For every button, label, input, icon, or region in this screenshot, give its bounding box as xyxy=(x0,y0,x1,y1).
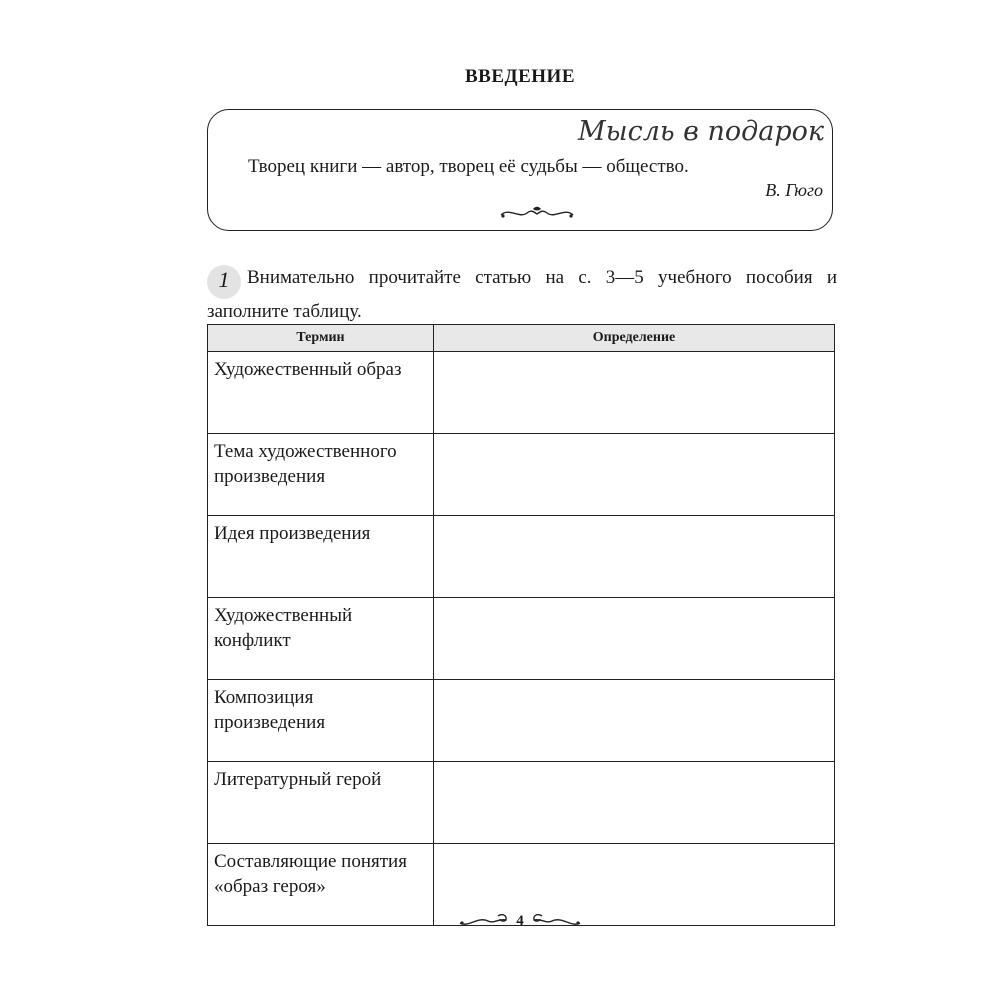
column-header-term: Термин xyxy=(208,325,434,352)
term-cell: Композиция произведения xyxy=(208,680,434,762)
task-number-badge: 1 xyxy=(207,265,241,299)
definition-cell[interactable] xyxy=(434,352,835,434)
terms-table xyxy=(207,324,835,926)
page-title: ВВЕДЕНИЕ xyxy=(465,66,575,87)
table-row xyxy=(208,680,835,762)
table-row xyxy=(208,352,835,434)
ornament-icon xyxy=(497,205,577,221)
term-cell: Идея произведения xyxy=(208,516,434,598)
quote-author: В. Гюго xyxy=(765,180,823,200)
definition-cell[interactable] xyxy=(434,680,835,762)
left-ornament-icon xyxy=(458,912,510,930)
term-cell: Тема художественного произведения xyxy=(208,434,434,516)
column-header-definition: Определение xyxy=(434,325,835,352)
term-cell: Художественный образ xyxy=(208,352,434,434)
right-ornament-icon xyxy=(530,912,582,930)
term-cell: Литературный герой xyxy=(208,762,434,844)
table-row xyxy=(208,598,835,680)
table-row xyxy=(208,434,835,516)
table-row xyxy=(208,516,835,598)
quote-heading: Мысль в подарок xyxy=(577,116,824,147)
task-instruction xyxy=(207,265,837,325)
quote-box xyxy=(207,109,833,231)
definition-cell[interactable] xyxy=(434,598,835,680)
page-footer xyxy=(0,912,1000,935)
task-text: Внимательно прочитайте статью на с. 3—5 учебного пособия и заполните таблицу. xyxy=(207,267,837,322)
table-row xyxy=(208,762,835,844)
definition-cell[interactable] xyxy=(434,516,835,598)
page-number: 4 xyxy=(516,912,524,929)
term-cell: Художественный конфликт xyxy=(208,598,434,680)
term-cell: Составляющие понятия «образ героя» xyxy=(208,844,434,926)
table-header-row xyxy=(208,325,835,352)
definition-cell[interactable] xyxy=(434,762,835,844)
definition-cell[interactable] xyxy=(434,434,835,516)
quote-text: Творец книги — автор, творец её судьбы — общество. xyxy=(248,156,689,177)
